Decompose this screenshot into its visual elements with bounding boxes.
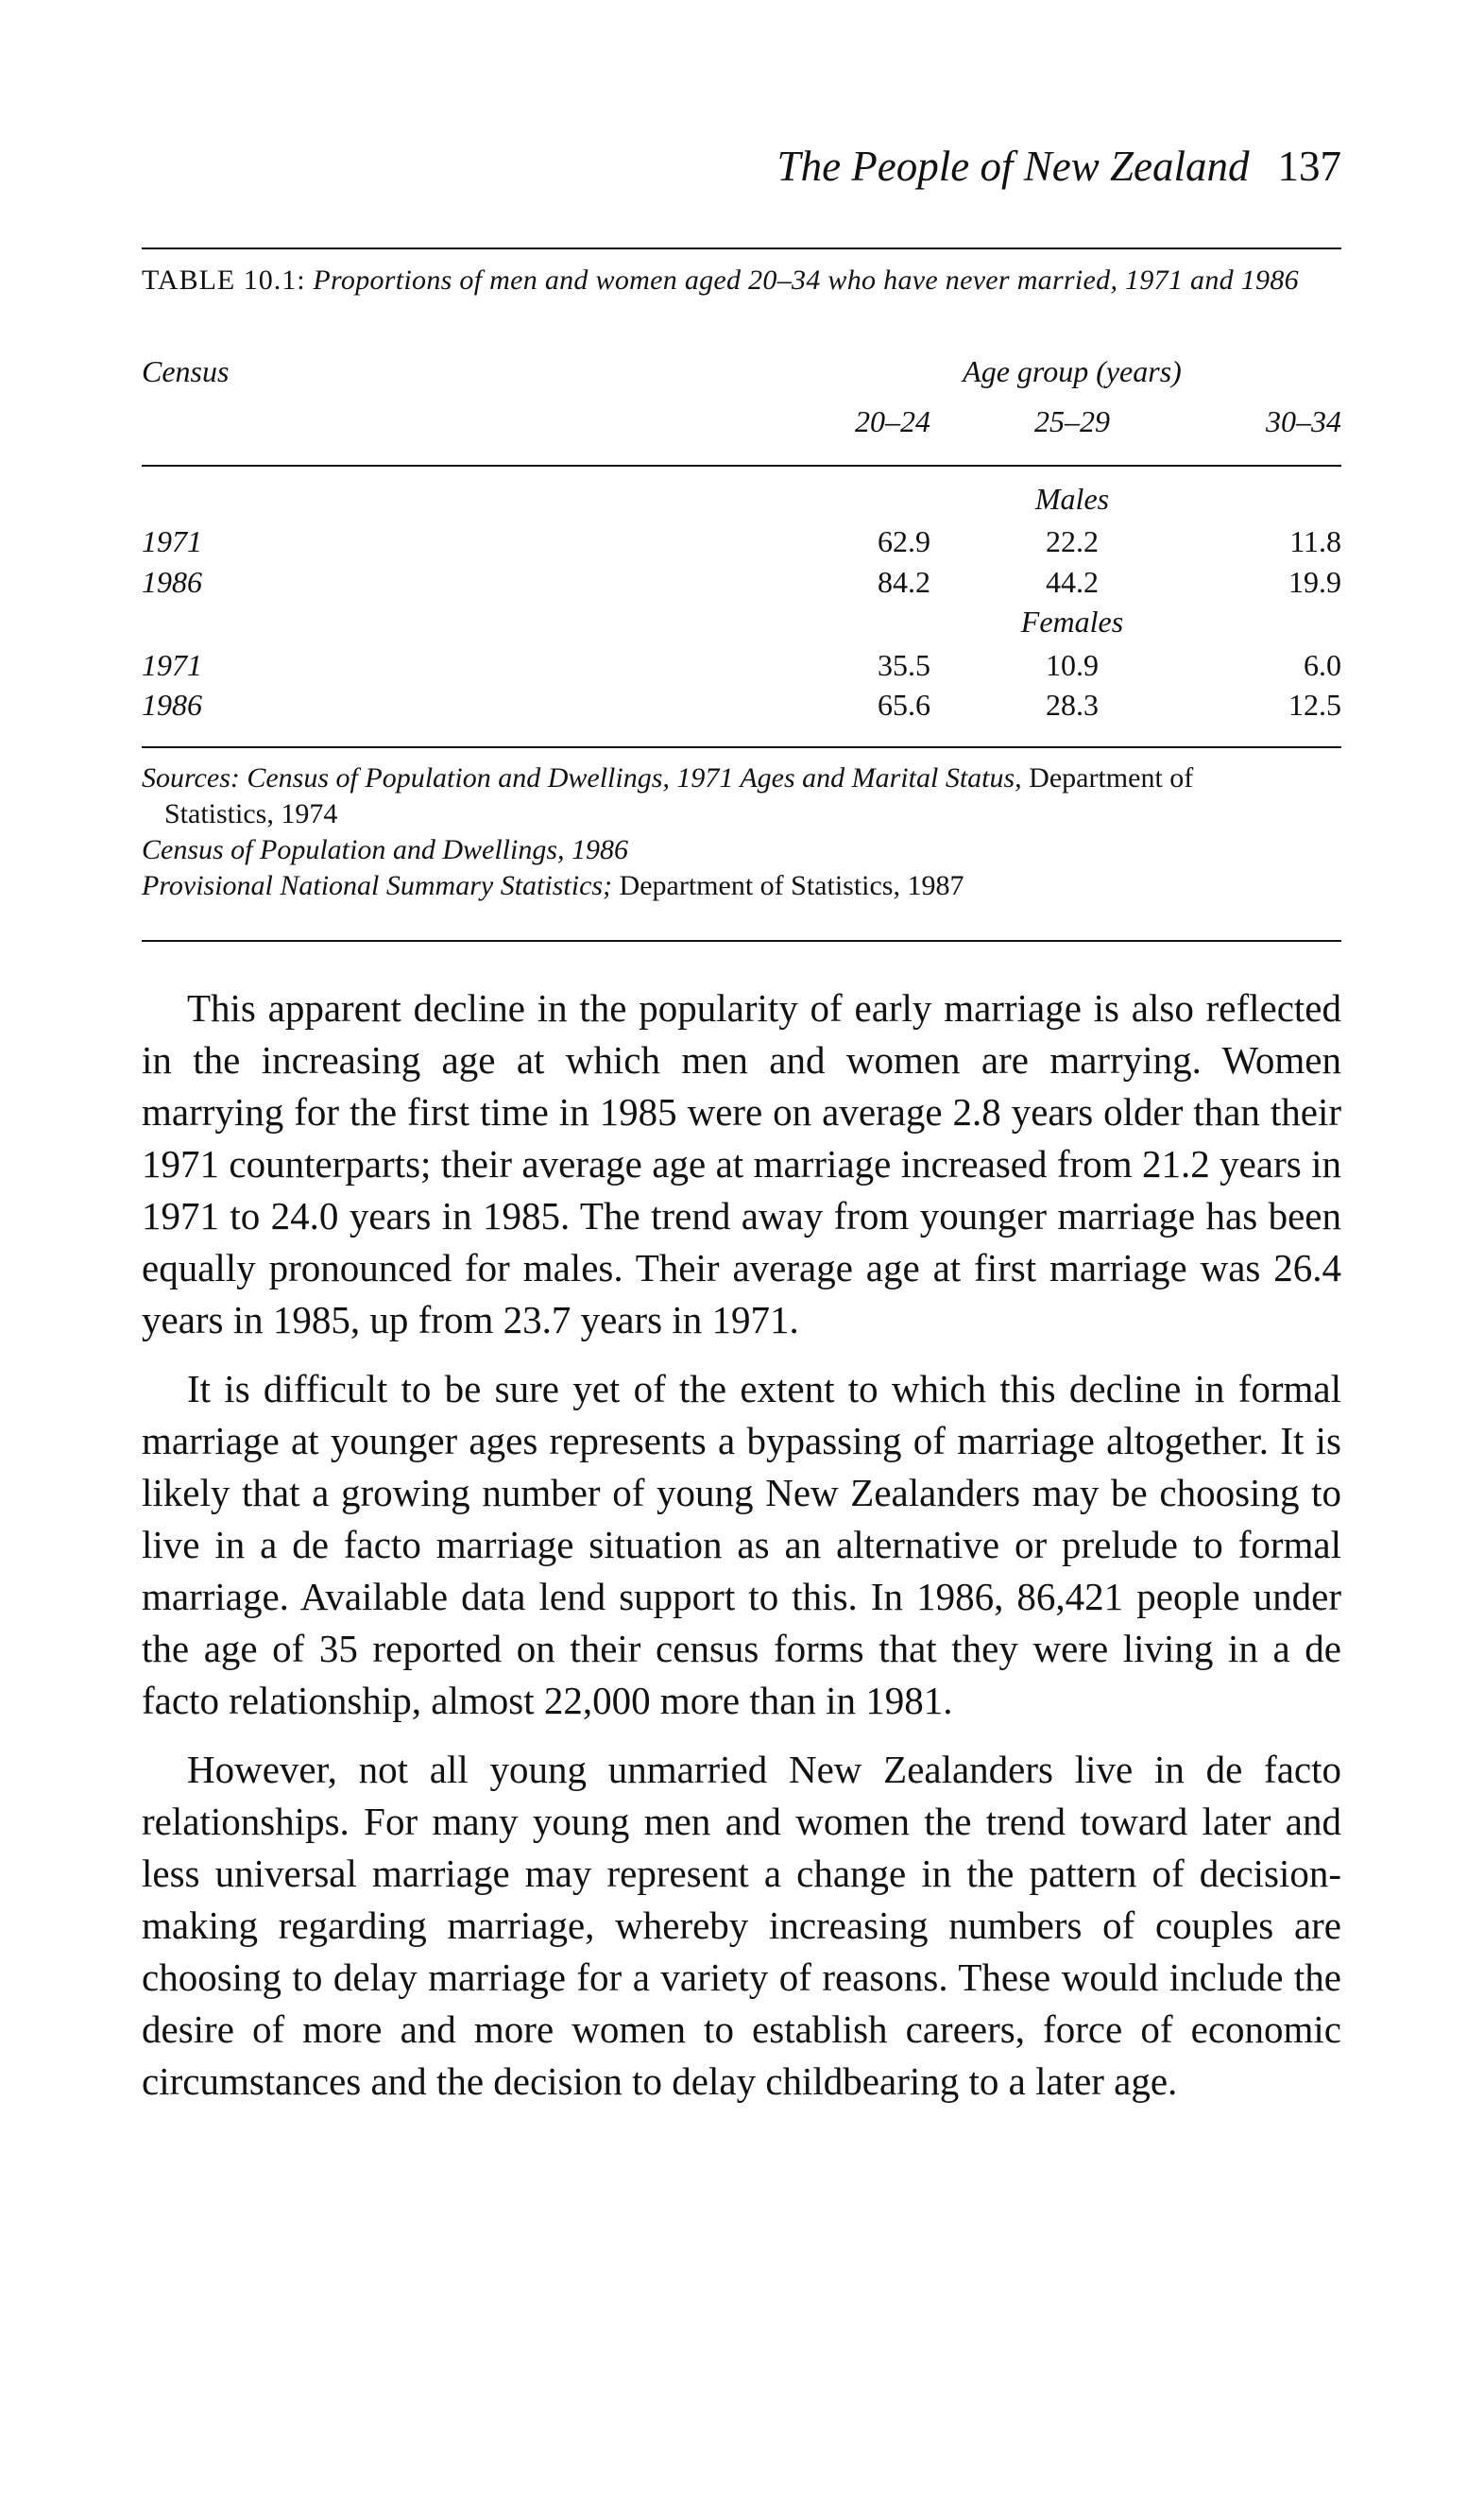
table-caption [142,263,1341,299]
page-number: 137 [1277,143,1341,190]
row-value: 12.5 [1288,688,1341,722]
row-year: 1986 [142,565,202,599]
source-title: Census of Population and Dwellings, 1971 Ages and Marital Status, [247,762,1022,794]
row-value: 10.9 [1046,648,1099,682]
running-header [777,142,1341,191]
source-line [142,868,1341,904]
row-value: 22.2 [1046,524,1099,558]
body-text [142,982,1341,2125]
source-line [142,760,1341,796]
source-line: Census of Population and Dwellings, 1986 [142,834,629,865]
row-year: 1971 [142,648,202,682]
row-year: 1986 [142,688,202,722]
section-label-males: Males [1034,482,1110,516]
section-label-females: Females [1020,605,1124,639]
row-value: 35.5 [878,648,930,682]
book-page [142,0,1341,2510]
row-value: 44.2 [1046,565,1099,599]
paragraph: It is difficult to be sure yet of the extent to which this decline in formal marriage at younger ages represents a bypassing of marriage altogether. It is likely that a growing number of young New Zealanders may be choosing to live in a de facto marriage situation as an alternative or prelude to formal marriage. Available data lend support to this. In 1986, 86,421 people under the age of 35 reported on their census forms that they were living in a de facto relationship, almost 22,000 more than in 1981. [142,1367,1341,1722]
row-value: 65.6 [878,688,930,722]
column-header-25-29: 25–29 [1034,404,1110,438]
paragraph: However, not all young unmarried New Zealanders live in de facto relationships. For many young men and women the trend toward later and less universal marriage may represent a change in the pattern of decision-making regarding marriage, whereby increasing numbers of couples are choosing to delay marriage for a variety of reasons. These would include the desire of more and more women to establish careers, force of economic circumstances and the decision to delay childbearing to a later age. [142,1748,1341,2103]
row-value: 11.8 [1289,524,1341,558]
row-year: 1971 [142,524,202,558]
table-caption-label: TABLE 10.1: [142,265,306,296]
table-top-rule [142,248,1341,249]
table-bottom-rule [142,746,1341,748]
table-header-rule [142,465,1341,467]
census-column-header: Census [142,354,230,388]
age-group-header: Age group (years) [963,354,1182,388]
sources-label: Sources: [142,762,240,794]
row-value: 62.9 [878,524,930,558]
paragraph: This apparent decline in the popularity of early marriage is also reflected in the increasing age at which men and women are marrying. Women marrying for the first time in 1985 were on average 2.8 years older than their 1971 counterparts; their average age at marriage increased from 21.2 years in 1971 to 24.0 years in 1985. The trend away from younger marriage has been equally pronounced for males. Their average age at first marriage was 26.4 years in 1985, up from 23.7 years in 1971. [142,986,1341,1341]
row-value: 19.9 [1288,565,1341,599]
row-value: 6.0 [1304,648,1341,682]
row-value: 28.3 [1046,688,1099,722]
source-line: Statistics, 1974 [164,798,338,829]
table-sources [142,760,1341,904]
source-title: Provisional National Summary Statistics; [142,870,613,901]
sources-bottom-rule [142,940,1341,942]
column-header-20-24: 20–24 [855,404,930,438]
source-publisher: Department of [1029,762,1194,794]
source-publisher: Department of Statistics, 1987 [619,870,964,901]
column-header-30-34: 30–34 [1266,404,1341,438]
table-caption-text: Proportions of men and women aged 20–34 who have never married, 1971 and 1986 [313,265,1299,296]
row-value: 84.2 [878,565,930,599]
running-title: The People of New Zealand [776,143,1250,190]
